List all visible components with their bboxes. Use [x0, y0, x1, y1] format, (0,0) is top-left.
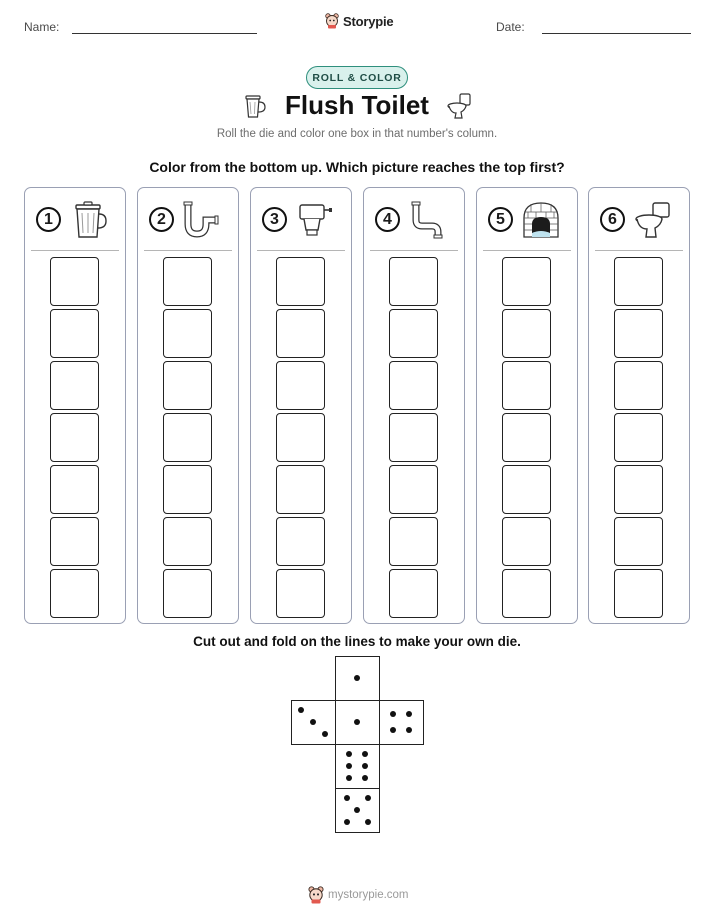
color-box[interactable]: [50, 465, 99, 514]
subtitle: Roll the die and color one box in that number's column.: [216, 128, 498, 140]
page-title: Flush Toilet: [285, 90, 429, 120]
color-box[interactable]: [614, 309, 663, 358]
die-pip: [310, 719, 316, 725]
column-1: [24, 187, 126, 624]
color-box[interactable]: [276, 361, 325, 410]
instruction: Color from the bottom up. Which picture reaches the top first?: [149, 159, 565, 175]
die-pip: [298, 707, 304, 713]
column-divider: [595, 250, 683, 251]
color-box[interactable]: [502, 413, 551, 462]
color-box[interactable]: [276, 465, 325, 514]
die-pip: [344, 819, 350, 825]
color-box[interactable]: [389, 517, 438, 566]
color-box[interactable]: [163, 309, 212, 358]
die-pip: [354, 675, 360, 681]
die-pip: [354, 807, 360, 813]
column-2: [137, 187, 239, 624]
color-box[interactable]: [163, 361, 212, 410]
footer: [308, 886, 409, 904]
column-number: 4: [375, 207, 400, 232]
die-pip: [362, 763, 368, 769]
color-box[interactable]: [163, 517, 212, 566]
column-number: 5: [488, 207, 513, 232]
color-box[interactable]: [50, 361, 99, 410]
die-pip: [365, 819, 371, 825]
die-pip: [406, 727, 412, 733]
color-box[interactable]: [276, 309, 325, 358]
column-number: 2: [149, 207, 174, 232]
date-label: Date:: [496, 20, 525, 34]
column-4: [363, 187, 465, 624]
color-box[interactable]: [50, 413, 99, 462]
color-box[interactable]: [276, 517, 325, 566]
toilet-icon: [633, 200, 673, 240]
color-box[interactable]: [614, 517, 663, 566]
die-pip: [390, 727, 396, 733]
brand-logo: [325, 13, 393, 29]
die-caption: Cut out and fold on the lines to make your own die.: [193, 634, 521, 649]
color-box[interactable]: [502, 309, 551, 358]
toilet-icon: [445, 92, 473, 120]
die-pip: [346, 751, 352, 757]
column-5: [476, 187, 578, 624]
die-face-six: [335, 744, 380, 789]
color-box[interactable]: [502, 361, 551, 410]
color-box[interactable]: [389, 465, 438, 514]
name-label: Name:: [24, 20, 60, 34]
storypie-mascot-icon: [325, 13, 339, 29]
color-box[interactable]: [389, 309, 438, 358]
die-face-one: [335, 656, 380, 701]
activity-badge: ROLL & COLOR: [306, 66, 408, 89]
color-box[interactable]: [614, 413, 663, 462]
die-pip: [406, 711, 412, 717]
column-divider: [483, 250, 571, 251]
color-box[interactable]: [163, 413, 212, 462]
toilet-tank-icon: [295, 200, 335, 240]
die-pip: [354, 719, 360, 725]
column-divider: [144, 250, 232, 251]
color-box[interactable]: [50, 257, 99, 306]
sewer-tunnel-icon: [521, 200, 561, 240]
color-box[interactable]: [502, 569, 551, 618]
die-face-three: [291, 700, 336, 745]
color-box[interactable]: [389, 413, 438, 462]
column-number: 1: [36, 207, 61, 232]
brand-name: Storypie: [343, 13, 394, 29]
color-box[interactable]: [276, 569, 325, 618]
color-box[interactable]: [389, 361, 438, 410]
color-box[interactable]: [614, 569, 663, 618]
color-box[interactable]: [389, 257, 438, 306]
column-3: [250, 187, 352, 624]
drain-pipe-icon: [408, 200, 448, 240]
date-line[interactable]: [542, 33, 691, 34]
footer-url[interactable]: mystorypie.com: [328, 889, 409, 901]
color-box[interactable]: [502, 517, 551, 566]
color-box[interactable]: [163, 257, 212, 306]
p-trap-pipe-icon: [182, 200, 222, 240]
die-pip: [362, 775, 368, 781]
column-divider: [31, 250, 119, 251]
die-pip: [344, 795, 350, 801]
storypie-mascot-icon: [308, 886, 324, 904]
color-box[interactable]: [163, 465, 212, 514]
color-box[interactable]: [50, 517, 99, 566]
color-box[interactable]: [163, 569, 212, 618]
trash-can-icon: [69, 200, 109, 240]
color-box[interactable]: [276, 413, 325, 462]
color-box[interactable]: [614, 257, 663, 306]
die-pip: [346, 775, 352, 781]
color-box[interactable]: [50, 569, 99, 618]
die-pip: [362, 751, 368, 757]
color-box[interactable]: [614, 465, 663, 514]
die-face-one: [335, 700, 380, 745]
name-line[interactable]: [72, 33, 257, 34]
die-pip: [390, 711, 396, 717]
die-pip: [346, 763, 352, 769]
column-number: 6: [600, 207, 625, 232]
color-box[interactable]: [389, 569, 438, 618]
die-face-four: [379, 700, 424, 745]
color-box[interactable]: [614, 361, 663, 410]
color-box[interactable]: [276, 257, 325, 306]
column-6: [588, 187, 690, 624]
column-divider: [257, 250, 345, 251]
die-face-five: [335, 788, 380, 833]
color-box[interactable]: [502, 257, 551, 306]
die-pip: [365, 795, 371, 801]
color-box[interactable]: [50, 309, 99, 358]
color-box[interactable]: [502, 465, 551, 514]
column-number: 3: [262, 207, 287, 232]
die-pip: [322, 731, 328, 737]
column-divider: [370, 250, 458, 251]
